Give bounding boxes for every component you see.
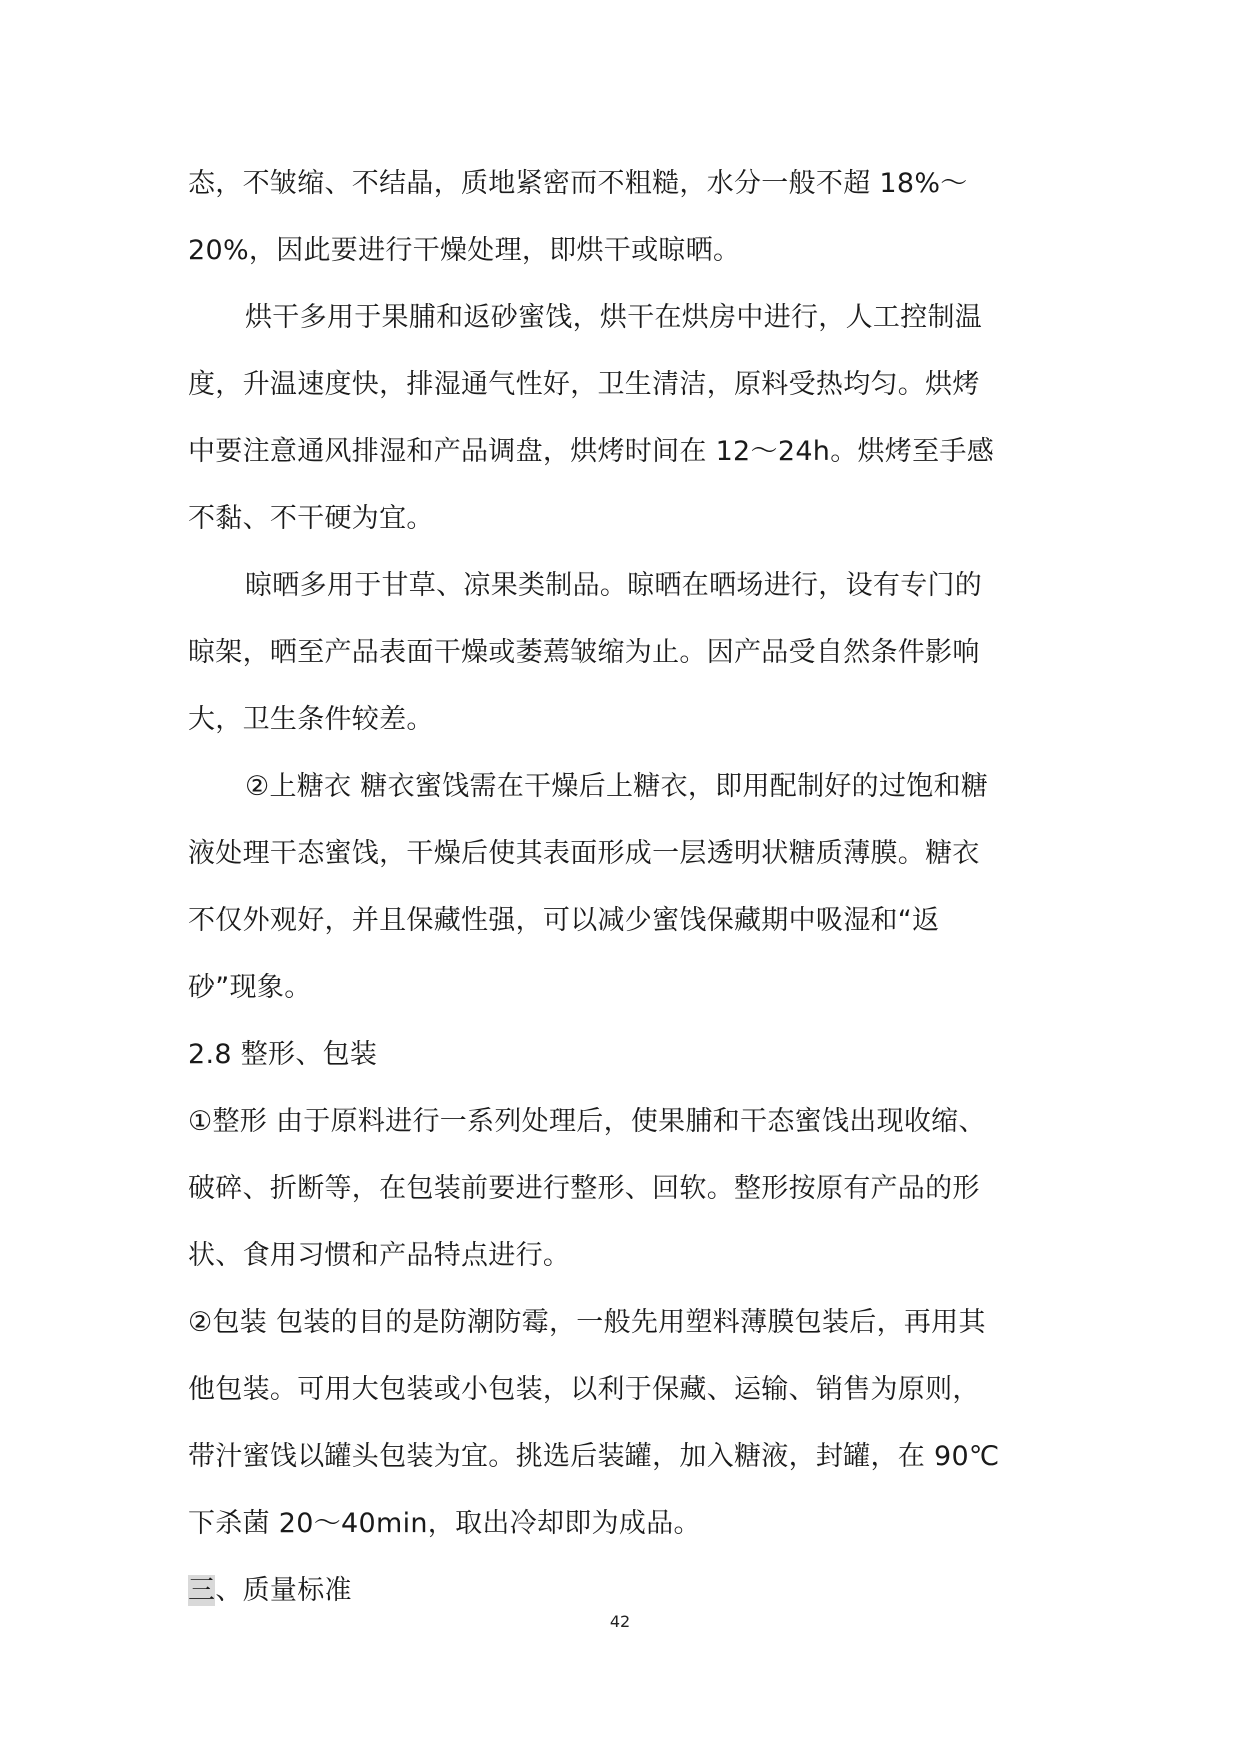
page-number: 42 — [609, 1612, 631, 1631]
text-line: 度，升温速度快，排湿通气性好，卫生清洁，原料受热均匀。烘烤 — [188, 369, 980, 400]
paragraph-start-line: 烘干多用于果脯和返砂蜜饯，烘干在烘房中进行，人工控制温 — [245, 302, 983, 333]
paragraph-start-line: ①整形 由于原料进行一系列处理后，使果脯和干态蜜饯出现收缩、 — [188, 1106, 986, 1137]
paragraph-start-line: ②上糖衣 糖衣蜜饯需在干燥后上糖衣，即用配制好的过饱和糖 — [245, 771, 989, 802]
text-line: 液处理干态蜜饯，干燥后使其表面形成一层透明状糖质薄膜。糖衣 — [188, 838, 980, 869]
text-line: 中要注意通风排湿和产品调盘，烘烤时间在 12～24h。烘烤至手感 — [188, 436, 995, 467]
text-line: 晾架，晒至产品表面干燥或萎蔫皱缩为止。因产品受自然条件影响 — [188, 637, 980, 668]
text-line: 状、食用习惯和产品特点进行。 — [188, 1240, 571, 1271]
text-line: 20%，因此要进行干燥处理，即烘干或晾晒。 — [188, 235, 741, 266]
text-line: 大，卫生条件较差。 — [188, 704, 434, 735]
text-line: 带汁蜜饯以罐头包装为宜。挑选后装罐，加入糖液，封罐，在 90℃ — [188, 1441, 1000, 1472]
text-line: 不黏、不干硬为宜。 — [188, 503, 434, 534]
subsection-heading: 2.8 整形、包装 — [188, 1039, 378, 1070]
section-heading-text: 、质量标准 — [215, 1575, 352, 1606]
text-line: 不仅外观好，并且保藏性强，可以减少蜜饯保藏期中吸湿和“返 — [188, 905, 940, 936]
text-line: 态，不皱缩、不结晶，质地紧密而不粗糙，水分一般不超 18%～ — [188, 168, 968, 199]
text-line: 砂”现象。 — [188, 972, 312, 1003]
text-line: 下杀菌 20～40min，取出冷却即为成品。 — [188, 1508, 701, 1539]
text-line: 破碎、折断等，在包装前要进行整形、回软。整形按原有产品的形 — [188, 1173, 980, 1204]
paragraph-start-line: ②包装 包装的目的是防潮防霉，一般先用塑料薄膜包装后，再用其 — [188, 1307, 986, 1338]
text-line: 他包装。可用大包装或小包装，以利于保藏、运输、销售为原则， — [188, 1374, 980, 1405]
body-text — [188, 150, 1058, 1624]
highlighted-section-marker: 三 — [188, 1575, 216, 1606]
paragraph-start-line: 晾晒多用于甘草、凉果类制品。晾晒在晒场进行，设有专门的 — [245, 570, 983, 601]
